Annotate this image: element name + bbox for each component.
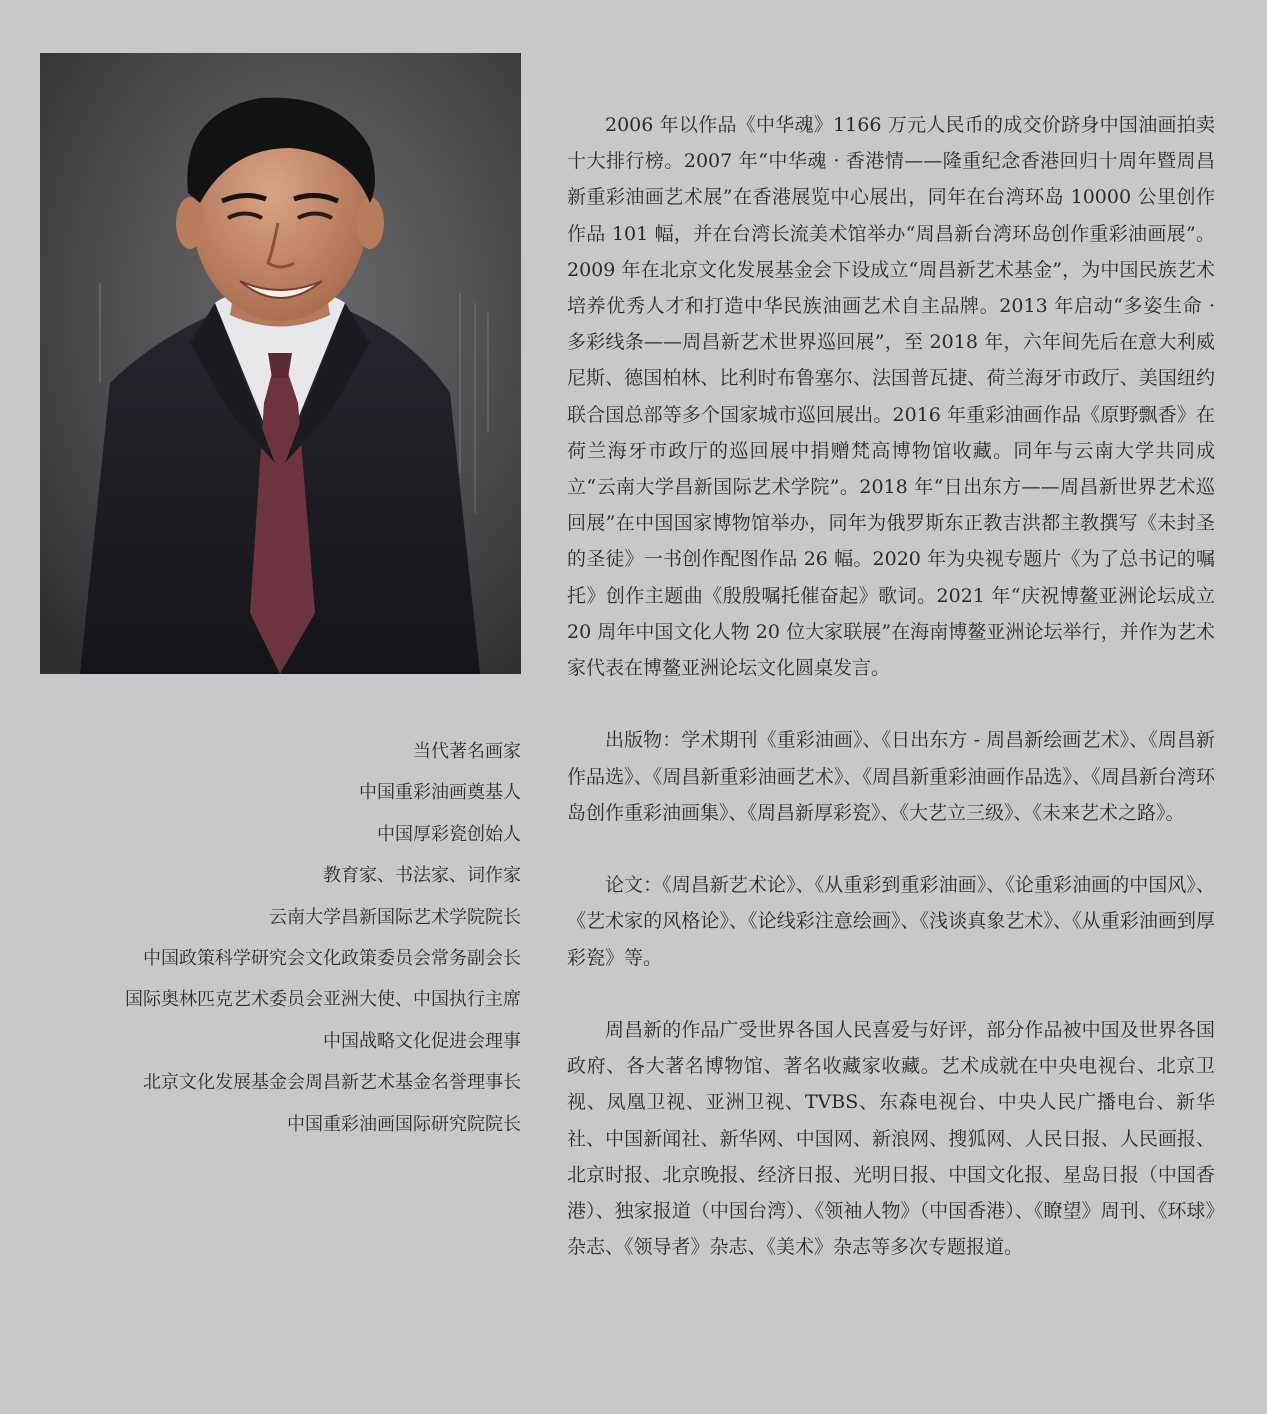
title-line: 当代著名画家 bbox=[413, 741, 521, 762]
title-line: 教育家、书法家、词作家 bbox=[323, 865, 521, 887]
artist-titles-list bbox=[40, 731, 521, 1145]
title-line: 中国厚彩瓷创始人 bbox=[377, 823, 521, 845]
portrait-photo bbox=[40, 53, 521, 674]
title-line: 中国重彩油画奠基人 bbox=[359, 782, 521, 804]
bio-paragraph-career: 2006 年以作品《中华魂》1166 万元人民币的成交价跻身中国油画拍卖十大排行榜。2007 年“中华魂 · 香港情——隆重纪念香港回归十周年暨周昌新重彩油画艺术展”在香港展览中心展出，同年在台湾环岛 10000 公里创作作品 101 幅，并在台湾长流美术馆举办“周昌新台湾环岛创作重彩油画展”。2009 年在北京文化发展基金会下设成立“周昌新艺术基金”，为中国民族艺术培养优秀人才和打造中华民族油画艺术自主品牌。2013 年启动“多姿生命 · 多彩线条——周昌新艺术世界巡回展”，至 2018 年，六年间先后在意大利威尼斯、德国柏林、比利时布鲁塞尔、法国普瓦捷、荷兰海牙市政厅、美国纽约联合国总部等多个国家城市巡回展出。2016 年重彩油画作品《原野飘香》在荷兰海牙市政厅的巡回展中捐赠梵高博物馆收藏。同年与云南大学共同成立“云南大学昌新国际艺术学院”。2018 年“日出东方——周昌新世界艺术巡回展”在中国国家博物馆举办，同年为俄罗斯东正教吉洪都主教撰写《未封圣的圣徒》一书创作配图作品 26 幅。2020 年为央视专题片《为了总书记的嘱托》创作主题曲《殷殷嘱托催奋起》歌词。2021 年“庆祝博鳌亚洲论坛成立 20 周年中国文化人物 20 位大家联展”在海南博鳌亚洲论坛举行，并作为艺术家代表在博鳌亚洲论坛文化圆桌发言。 bbox=[567, 114, 1215, 680]
title-line: 中国政策科学研究会文化政策委员会常务副会长 bbox=[143, 948, 521, 970]
biography bbox=[567, 107, 1215, 1265]
bio-paragraph-papers: 论文：《周昌新艺术论》、《从重彩到重彩油画》、《论重彩油画的中国风》、《艺术家的风格论》、《论线彩注意绘画》、《浅谈真象艺术》、《从重彩油画到厚彩瓷》等。 bbox=[567, 874, 1215, 969]
title-line: 云南大学昌新国际艺术学院院长 bbox=[269, 906, 521, 928]
bio-paragraph-publications: 出版物：学术期刊《重彩油画》、《日出东方 - 周昌新绘画艺术》、《周昌新作品选》、《周昌新重彩油画艺术》、《周昌新重彩油画作品选》、《周昌新台湾环岛创作重彩油画集》、《周昌新厚彩瓷》、《大艺立三级》、《未来艺术之路》。 bbox=[567, 729, 1215, 824]
title-line: 北京文化发展基金会周昌新艺术基金名誉理事长 bbox=[143, 1072, 521, 1094]
title-line: 国际奥林匹克艺术委员会亚洲大使、中国执行主席 bbox=[125, 989, 521, 1011]
title-line: 中国战略文化促进会理事 bbox=[323, 1030, 521, 1052]
title-line: 中国重彩油画国际研究院院长 bbox=[287, 1113, 521, 1135]
bio-paragraph-media: 周昌新的作品广受世界各国人民喜爱与好评，部分作品被中国及世界各国政府、各大著名博物馆、著名收藏家收藏。艺术成就在中央电视台、北京卫视、凤凰卫视、亚洲卫视、TVBS、东森电视台、中央人民广播电台、新华社、中国新闻社、新华网、中国网、新浪网、搜狐网、人民日报、人民画报、北京时报、北京晚报、经济日报、光明日报、中国文化报、星岛日报（中国香港）、独家报道（中国台湾）、《领袖人物》（中国香港）、《瞭望》周刊、《环球》杂志、《领导者》杂志、《美术》杂志等多次专题报道。 bbox=[567, 1019, 1215, 1259]
